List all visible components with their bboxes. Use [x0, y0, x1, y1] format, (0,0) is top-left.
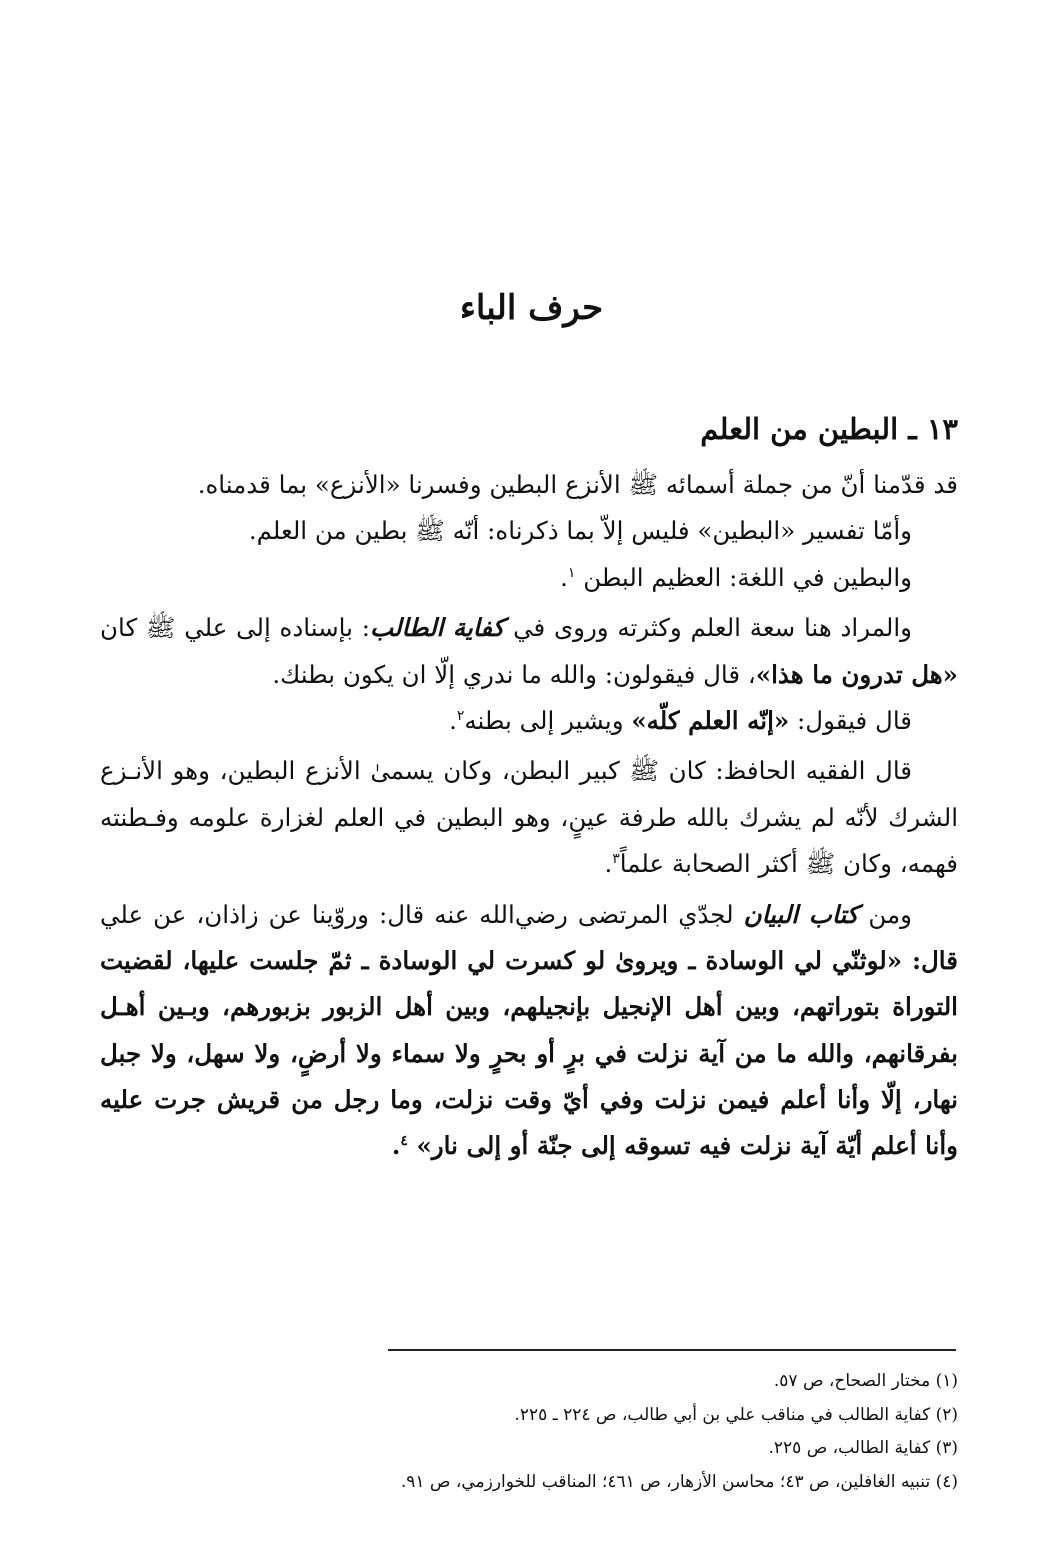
paragraph-4-line-1: والمراد هنا سعة العلم وكثرته وروى في كفاية الطالب: بإسناده إلى علي ﷺ كان	[100, 613, 912, 643]
paragraph-6-line-2: الشرك لأنّه لم يشرك بالله طرفة عينٍ، وهو البطين في العلم لغزارة علومه وفـطنته	[100, 802, 958, 832]
paragraph-7-line-3: التوراة بتوراتهم، وبين أهل الإنجيل بإنجيلهم، وبين أهل الزبور بزبورهم، وبـين أهـل	[100, 992, 958, 1022]
section-heading: ١٣ ـ البطين من العلم	[700, 412, 958, 446]
paragraph-7-line-6: وأنا أعلم أيّة آية نزلت فيه تسوقه إلى جنّة أو إلى نار» $^٤$.	[391, 1131, 958, 1161]
paragraph-7-line-2: قال: «لوثنّي لي الوسادة ـ ويروىٰ لو كسرت لي الوسادة ـ ثمّ جلست عليها، لقضيت	[100, 945, 958, 975]
chapter-title: حرف الباء	[459, 288, 604, 328]
paragraph-2: وأمّا تفسير «البطين» فليس إلاّ بما ذكرناه: أنّه ﷺ بطين من العلم.	[248, 516, 912, 546]
quote: «هل تدرون ما هذا»	[755, 659, 958, 689]
book-title: كتاب البيان	[743, 899, 859, 929]
footnotes	[100, 1365, 958, 1499]
paragraph-1: قد قدّمنا أنّ من جملة أسمائه ﷺ الأنزع البطين وفسرنا «الأنزع» بما قدمناه.	[197, 470, 958, 499]
paragraph-7-line-5: نهار، إلّا وأنا أعلم فيمن نزلت وفي أيّ وقت نزلت، وما رجل من قريش جرت عليه	[100, 1085, 958, 1115]
paragraph-3: والبطين في اللغة: العظيم البطن $^١$.	[560, 562, 912, 592]
paragraph-7-line-4: بفرقانهم، والله ما من آية نزلت في برٍ أو بحرٍ ولا سماء ولا أرضٍ، ولا سهل، ولا جبل	[100, 1038, 958, 1068]
book-title: كفاية الطالب	[369, 613, 505, 643]
body-text	[100, 462, 958, 1170]
footnote-ref: ٤	[400, 1133, 408, 1150]
paragraph-5: قال فيقول: «إنّه العلم كلّه» ويشير إلى بطنه$^٢$.	[449, 705, 912, 735]
paragraph-6-line-3: فهمه، وكان ﷺ أكثر الصحابة علماً$^٣$.	[604, 849, 958, 879]
footnote-item: (٤) تنبيه الغافلين، ص ٤٣؛ محاسن الأزهار، ص ٤٦١؛ المناقب للخوارزمي، ص ٩١.	[400, 1471, 958, 1492]
paragraph-7-line-1: ومن كتاب البيان لجدّي المرتضى رضي‌الله عنه قال: وروّينا عن زاذان، عن علي	[100, 899, 912, 929]
footnote-ref: ٣	[612, 850, 620, 867]
paragraph-4-line-2: «هل تدرون ما هذا»، قال فيقولون: والله ما ندري إلّا ان يكون بطنك.	[272, 659, 958, 689]
footnote-item: (١) مختار الصحاح، ص ٥٧.	[773, 1371, 958, 1391]
paragraph-6-line-1: قال الفقيه الحافظ: كان ﷺ كبير البطن، وكان يسمىٰ الأنزع البطين، وهو الأنـزع	[100, 756, 912, 786]
footnote-separator	[388, 1349, 956, 1351]
quote: «إنّه العلم كلّه»	[631, 705, 790, 735]
footnote-item: (٢) كفاية الطالب في مناقب علي بن أبي طالب، ص ٢٢٤ ـ ٢٢٥.	[514, 1404, 958, 1425]
footnote-item: (٣) كفاية الطالب، ص ٢٢٥.	[768, 1438, 958, 1458]
footnote-ref: ١	[567, 564, 576, 581]
footnote-ref: ٢	[456, 707, 465, 724]
